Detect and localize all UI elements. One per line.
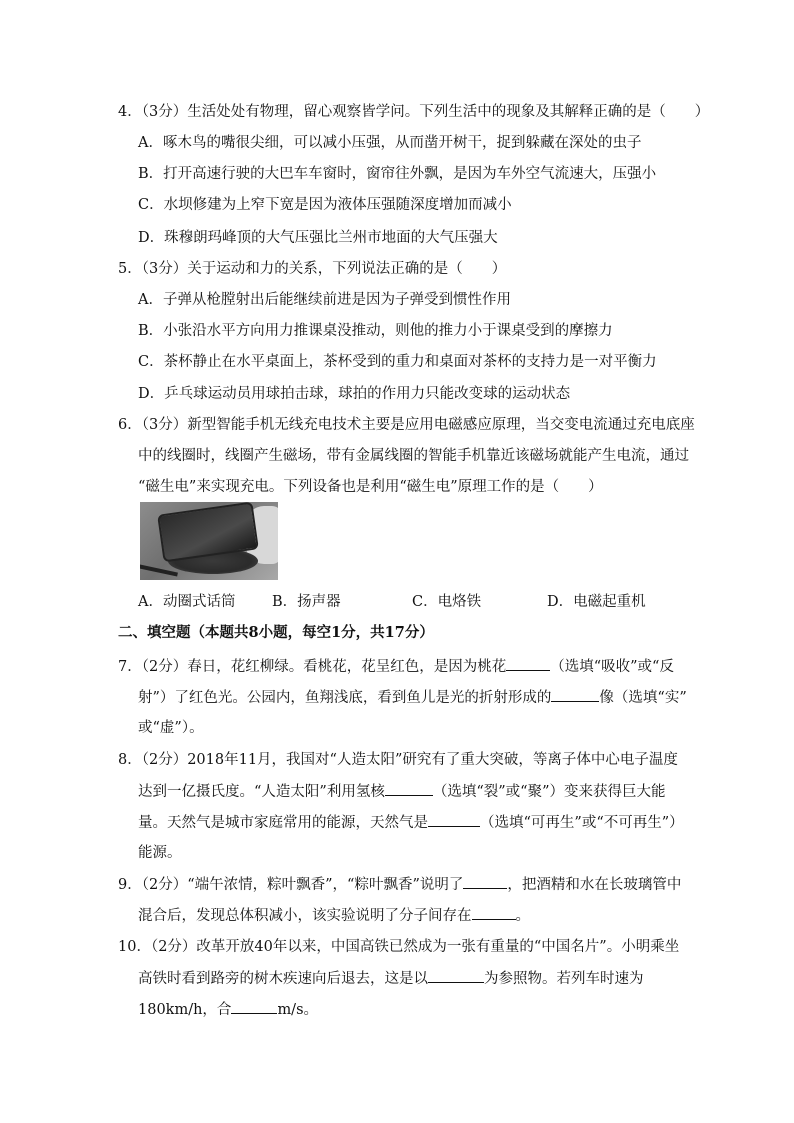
q8-line2 <box>138 781 665 802</box>
q10-line2 <box>138 968 644 989</box>
q10-line3 <box>138 999 318 1020</box>
q8-blank-1[interactable] <box>385 781 433 796</box>
q9-text-2b: 。 <box>515 908 530 924</box>
q10-text-3a: 180km/h，合 <box>138 1002 232 1018</box>
q5-option-d: D．乒乓球运动员用球拍击球，球拍的作用力只能改变球的运动状态 <box>138 386 571 402</box>
q7-line2 <box>138 687 687 708</box>
q4-stem: 4．（3分）生活处处有物理，留心观察皆学问。下列生活中的现象及其解释正确的是（ ） <box>118 104 710 120</box>
q9-line2 <box>138 905 530 926</box>
q4-option-b: B．打开高速行驶的大巴车车窗时，窗帘往外飘，是因为车外空气流速大，压强小 <box>138 166 657 182</box>
wireless-charger-photo <box>140 502 278 580</box>
q9-text-1b: ，把酒精和水在长玻璃管中 <box>507 877 682 893</box>
q8-text-3a: 量。天然气是城市家庭常用的能源，天然气是 <box>138 815 428 831</box>
q8-text-3b: （选填“可再生”或“不可再生”） <box>480 815 684 831</box>
q6-stem-line3: “磁生电”来实现充电。下列设备也是利用“磁生电”原理工作的是（ ） <box>138 479 603 495</box>
q6-option-d: D．电磁起重机 <box>547 594 646 610</box>
q8-line3 <box>138 812 684 833</box>
q6-option-b: B．扬声器 <box>272 594 341 610</box>
q6-option-c: C．电烙铁 <box>412 594 482 610</box>
q7-text-2b: 像（选填“实” <box>599 690 687 706</box>
q7-line3: 或“虚”）。 <box>138 720 204 736</box>
q5-stem: 5．（3分）关于运动和力的关系，下列说法正确的是（ ） <box>118 261 507 277</box>
q10-text-2b: 为参照物。若列车时速为 <box>484 971 644 987</box>
q9-blank-1[interactable] <box>463 874 507 889</box>
q4-option-d: D．珠穆朗玛峰顶的大气压强比兰州市地面的大气压强大 <box>138 230 498 246</box>
q10-line1: 10．（2分）改革开放40年以来，中国高铁已然成为一张有重量的“中国名片”。小明乘坐 <box>118 939 680 955</box>
q9-blank-2[interactable] <box>472 905 516 920</box>
q7-line1 <box>118 656 674 677</box>
q7-text-1a: 7．（2分）春日，花红柳绿。看桃花，花呈红色，是因为桃花 <box>118 659 507 675</box>
q10-text-2a: 高铁时看到路旁的树木疾速向后退去，这是以 <box>138 971 428 987</box>
section-fill-in-title: 二、填空题（本题共8小题，每空1分，共17分） <box>118 624 434 641</box>
q8-text-2b: （选填“裂”或“聚”）变来获得巨大能 <box>432 784 666 800</box>
q7-text-2a: 射”）了红色光。公园内，鱼翔浅底，看到鱼儿是光的折射形成的 <box>138 690 552 706</box>
q7-blank-2[interactable] <box>551 687 599 702</box>
q10-blank-2[interactable] <box>231 999 277 1014</box>
q8-line4: 能源。 <box>138 845 182 861</box>
q8-line1: 8．（2分）2018年11月，我国对“人造太阳”研究有了重大突破，等离子体中心电子温度 <box>118 752 678 768</box>
q6-stem-line1: 6．（3分）新型智能手机无线充电技术主要是应用电磁感应原理，当交变电流通过充电底座 <box>118 417 695 433</box>
q7-text-1b: （选填“吸收”或“反 <box>550 659 674 675</box>
q9-line1 <box>118 874 681 895</box>
q4-option-c: C．水坝修建为上窄下宽是因为液体压强随深度增加而减小 <box>138 197 512 213</box>
q9-text-1a: 9．（2分）“端午浓情，粽叶飘香”，“粽叶飘香”说明了 <box>118 877 464 893</box>
q9-text-2a: 混合后，发现总体积减小，该实验说明了分子间存在 <box>138 908 472 924</box>
q10-blank-1[interactable] <box>428 968 484 983</box>
q5-option-a: A．子弹从枪膛射出后能继续前进是因为子弹受到惯性作用 <box>138 292 511 308</box>
q4-option-a: A．啄木鸟的嘴很尖细，可以减小压强，从而凿开树干，捉到躲藏在深处的虫子 <box>138 135 642 151</box>
q8-text-2a: 达到一亿摄氏度。“人造太阳”利用氢核 <box>138 784 385 800</box>
q6-stem-line2: 中的线圈时，线圈产生磁场，带有金属线圈的智能手机靠近该磁场就能产生电流，通过 <box>138 448 689 464</box>
q8-blank-2[interactable] <box>428 812 480 827</box>
q5-option-b: B．小张沿水平方向用力推课桌没推动，则他的推力小于课桌受到的摩擦力 <box>138 323 613 339</box>
q5-option-c: C．茶杯静止在水平桌面上，茶杯受到的重力和桌面对茶杯的支持力是一对平衡力 <box>138 354 657 370</box>
q10-text-3b: m/s。 <box>277 1002 319 1018</box>
q7-blank-1[interactable] <box>506 656 550 671</box>
q6-option-a: A．动圈式话筒 <box>138 594 236 610</box>
